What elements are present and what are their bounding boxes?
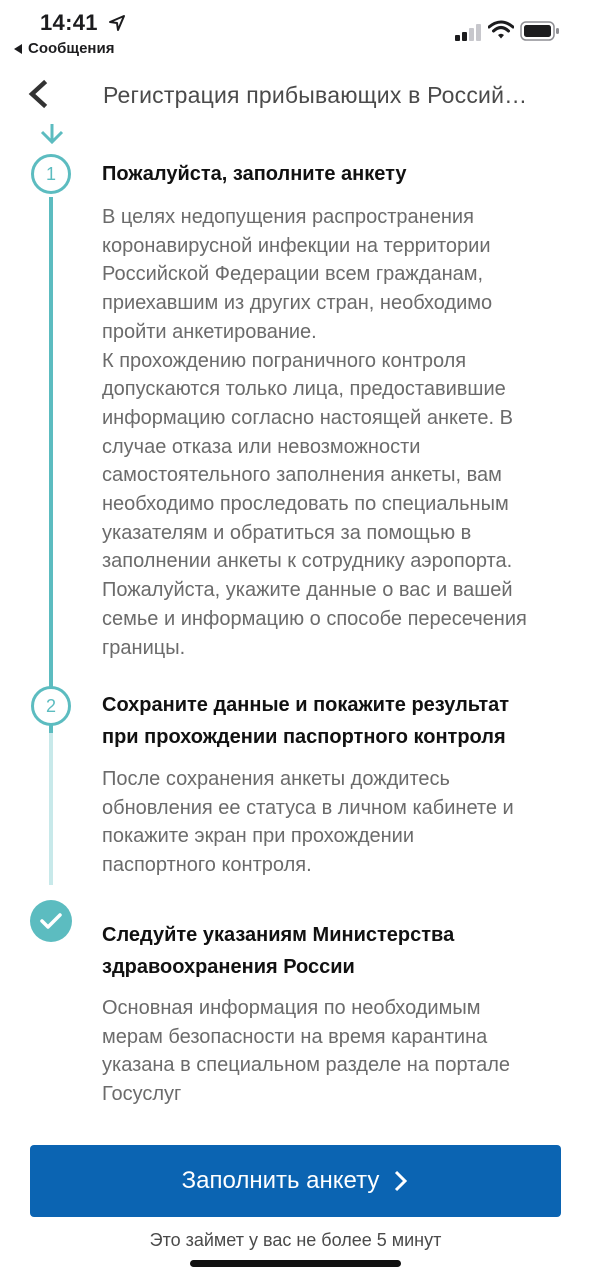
body-line: Основная информация по необходимым xyxy=(102,997,481,1019)
body-line: необходимо проследовать по специальным xyxy=(102,493,509,516)
arrow-down-icon xyxy=(38,124,66,144)
body-line: паспортного контроля. xyxy=(102,854,312,877)
timeline-line xyxy=(49,733,53,885)
cellular-signal-icon xyxy=(455,24,482,41)
title-line: Следуйте указаниям Министерства xyxy=(102,924,455,946)
time-estimate-hint: Это займет у вас не более 5 минут xyxy=(149,1230,442,1250)
body-line: Пожалуйста, укажите данные о вас и вашей xyxy=(102,579,513,602)
chevron-left-icon[interactable] xyxy=(24,78,52,110)
body-line: случае отказа или невозможности xyxy=(102,435,421,458)
step-1-body xyxy=(102,203,572,662)
body-line: указана в специальном разделе на портале xyxy=(102,1054,510,1077)
fill-form-button[interactable] xyxy=(30,1145,561,1217)
status-bar xyxy=(0,0,591,64)
body-line: покажите экран при прохождении xyxy=(102,825,415,848)
step-3-title xyxy=(102,919,562,983)
step-marker-2: 2 xyxy=(31,686,71,726)
step-2-title xyxy=(102,689,562,753)
body-line: приехавшим из других стран, необходимо xyxy=(102,292,493,315)
body-line: допускаются только лица, предоставившие xyxy=(102,378,506,401)
step-marker-3 xyxy=(30,900,72,942)
wifi-icon xyxy=(488,20,514,40)
body-line: самостоятельного заполнения анкеты, вам xyxy=(102,464,502,487)
body-line: обновления ее статуса в личном кабинете и xyxy=(102,796,514,819)
body-line: границы. xyxy=(102,636,186,659)
home-indicator[interactable] xyxy=(190,1260,401,1267)
title-line: Сохраните данные и покажите результат xyxy=(102,694,510,716)
body-line: В целях недопущения распространения xyxy=(102,206,474,228)
title-line: при прохождении паспортного контроля xyxy=(102,726,506,748)
timeline-line xyxy=(49,197,53,746)
battery-icon xyxy=(520,21,560,41)
chevron-right-icon xyxy=(393,1169,409,1193)
body-line: Госуслуг xyxy=(102,1083,182,1106)
body-line: пройти анкетирование. xyxy=(102,320,317,343)
status-time: 14:41 xyxy=(40,10,98,35)
back-triangle-icon xyxy=(14,44,22,54)
title-line: здравоохранения России xyxy=(102,956,355,978)
step-1-title: Пожалуйста, заполните анкету xyxy=(102,163,407,185)
body-line: К прохождению пограничного контроля xyxy=(102,349,467,372)
page-title: Регистрация прибывающих в Россий… xyxy=(103,82,528,108)
back-app-label: Сообщения xyxy=(28,40,115,57)
body-line: заполнении анкеты к сотруднику аэропорта. xyxy=(102,550,513,573)
step-3-body xyxy=(102,994,572,1109)
fill-form-button-label: Заполнить анкету xyxy=(181,1167,380,1194)
checkmark-icon xyxy=(40,912,62,930)
body-line: информацию согласно настоящей анкете. В xyxy=(102,406,513,429)
body-line: семье и информацию о способе пересечения xyxy=(102,607,527,630)
step-marker-1: 1 xyxy=(31,154,71,194)
body-line: коронавирусной инфекции на территории xyxy=(102,234,491,257)
body-line: После сохранения анкеты дождитесь xyxy=(102,768,450,790)
body-line: указателям и обратиться за помощью в xyxy=(102,521,472,544)
back-to-app-link[interactable] xyxy=(14,40,114,57)
step-2-body xyxy=(102,765,572,880)
body-line: мерам безопасности на время карантина xyxy=(102,1025,488,1048)
location-arrow-icon xyxy=(108,14,126,32)
app-header xyxy=(0,64,591,126)
body-line: Российской Федерации всем гражданам, xyxy=(102,263,484,286)
